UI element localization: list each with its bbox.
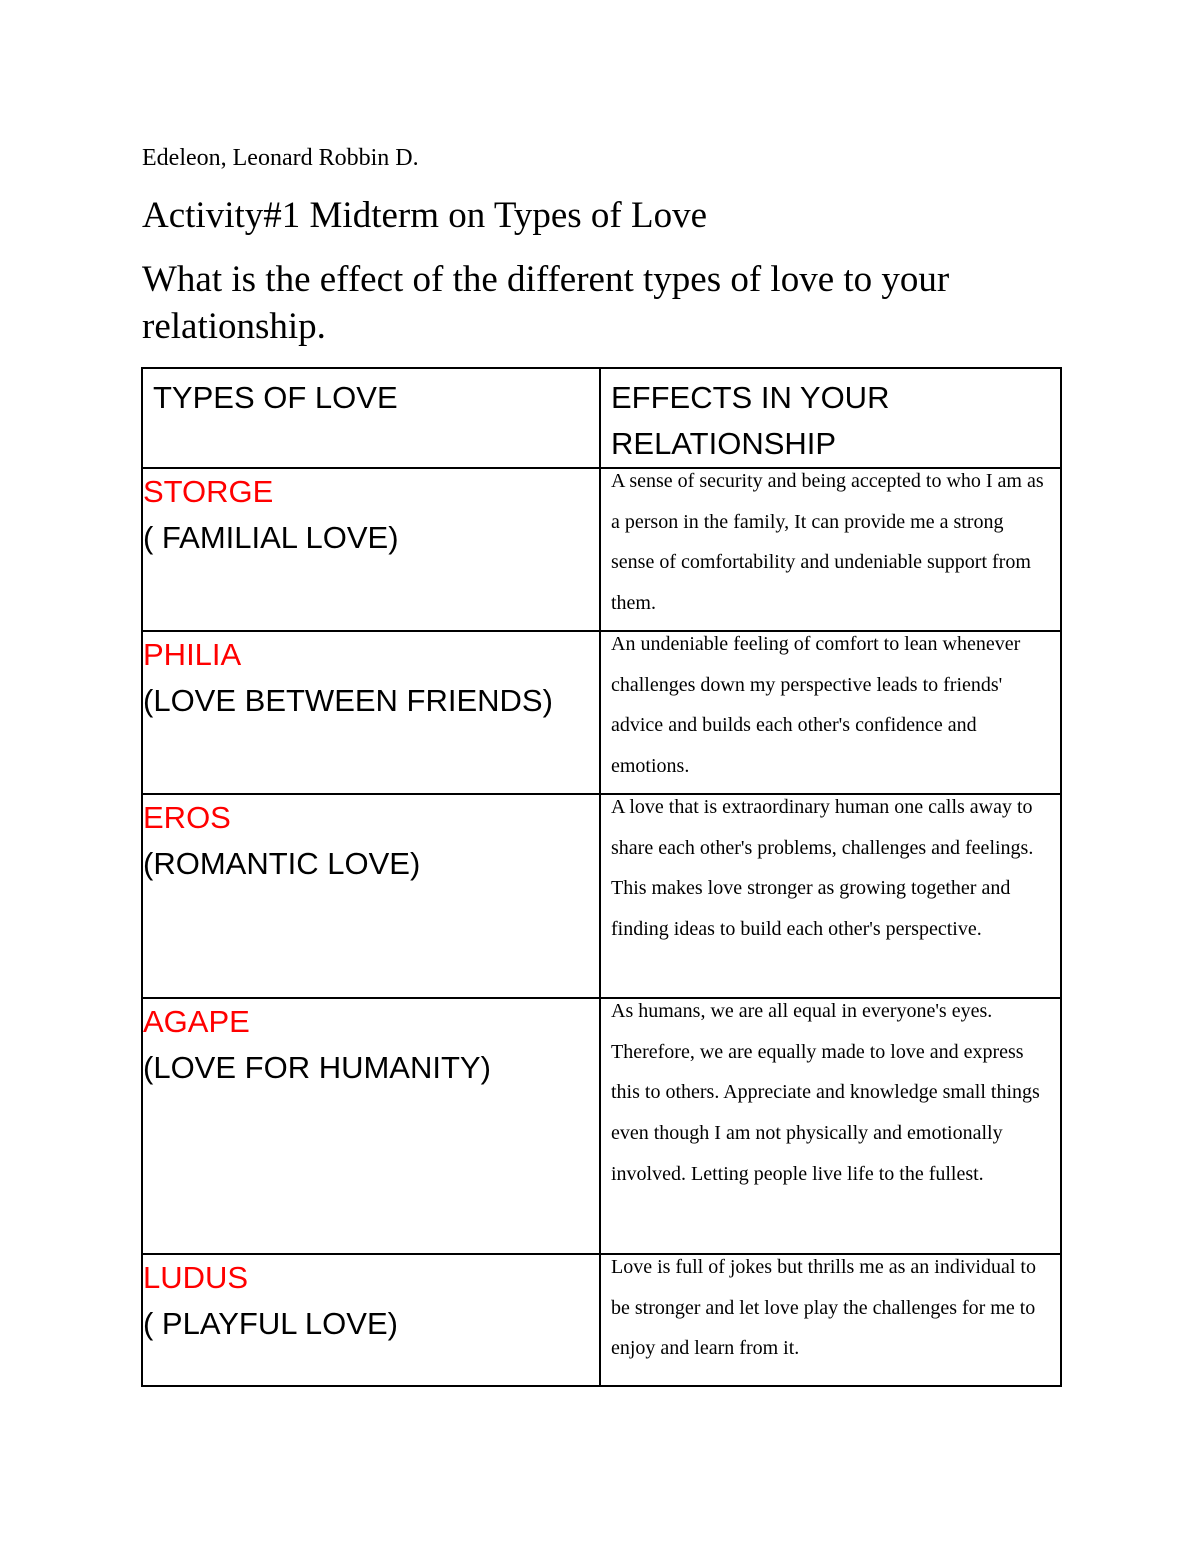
effect-cell: [600, 468, 1061, 631]
header-types-of-love: TYPES OF LOVE: [153, 380, 398, 415]
love-type-name: PHILIA: [143, 637, 242, 672]
effect-cell: [600, 631, 1061, 794]
love-type-subtitle: ( PLAYFUL LOVE): [143, 1306, 398, 1341]
header-cell-effects: [600, 368, 1061, 468]
love-type-name: AGAPE: [143, 1004, 250, 1039]
table-row: [142, 631, 1061, 794]
type-cell: [142, 794, 600, 998]
table-header-row: [142, 368, 1061, 468]
author-name: Edeleon, Leonard Robbin D.: [142, 145, 419, 171]
activity-title: Activity#1 Midterm on Types of Love: [142, 195, 708, 236]
love-effect-text: Love is full of jokes but thrills me as an individual to be stronger and let love play the challenges for me to enjoy and learn from it.: [611, 1256, 1036, 1360]
question-text: What is the effect of the different types of love to your relationship.: [142, 259, 950, 347]
types-of-love-table: [141, 367, 1062, 1387]
table-row: [142, 468, 1061, 631]
effect-cell: [600, 794, 1061, 998]
love-effect-text: A sense of security and being accepted to who I am as a person in the family, It can provide me a strong sense of comfortability and undeniable support from them.: [611, 470, 1044, 615]
effect-cell: [600, 1254, 1061, 1386]
type-cell: [142, 631, 600, 794]
table-row: [142, 1254, 1061, 1386]
type-cell: [142, 1254, 600, 1386]
love-type-name: EROS: [143, 800, 231, 835]
table-row: [142, 998, 1061, 1254]
love-type-name: LUDUS: [143, 1260, 249, 1295]
love-effect-text: As humans, we are all equal in everyone's eyes. Therefore, we are equally made to love and express this to others. Appreciate and knowledge small things even though I am not physically and emotionally involved. Letting people live life to the fullest.: [611, 1000, 1040, 1185]
love-type-subtitle: (LOVE BETWEEN FRIENDS): [143, 683, 553, 718]
love-type-subtitle: (LOVE FOR HUMANITY): [143, 1050, 491, 1085]
love-type-name: STORGE: [143, 474, 274, 509]
header-effects: EFFECTS IN YOUR RELATIONSHIP: [611, 380, 890, 461]
effect-cell: [600, 998, 1061, 1254]
love-type-subtitle: (ROMANTIC LOVE): [143, 846, 421, 881]
table-row: [142, 794, 1061, 998]
header-cell-types: [142, 368, 600, 468]
love-effect-text: An undeniable feeling of comfort to lean whenever challenges down my perspective leads to friends' advice and builds each other's confidence and emotions.: [611, 633, 1021, 778]
love-effect-text: A love that is extraordinary human one calls away to share each other's problems, challenges and feelings. This makes love stronger as growing together and finding ideas to build each other's perspective.: [611, 796, 1034, 941]
type-cell: [142, 998, 600, 1254]
type-cell: [142, 468, 600, 631]
love-type-subtitle: ( FAMILIAL LOVE): [143, 520, 399, 555]
